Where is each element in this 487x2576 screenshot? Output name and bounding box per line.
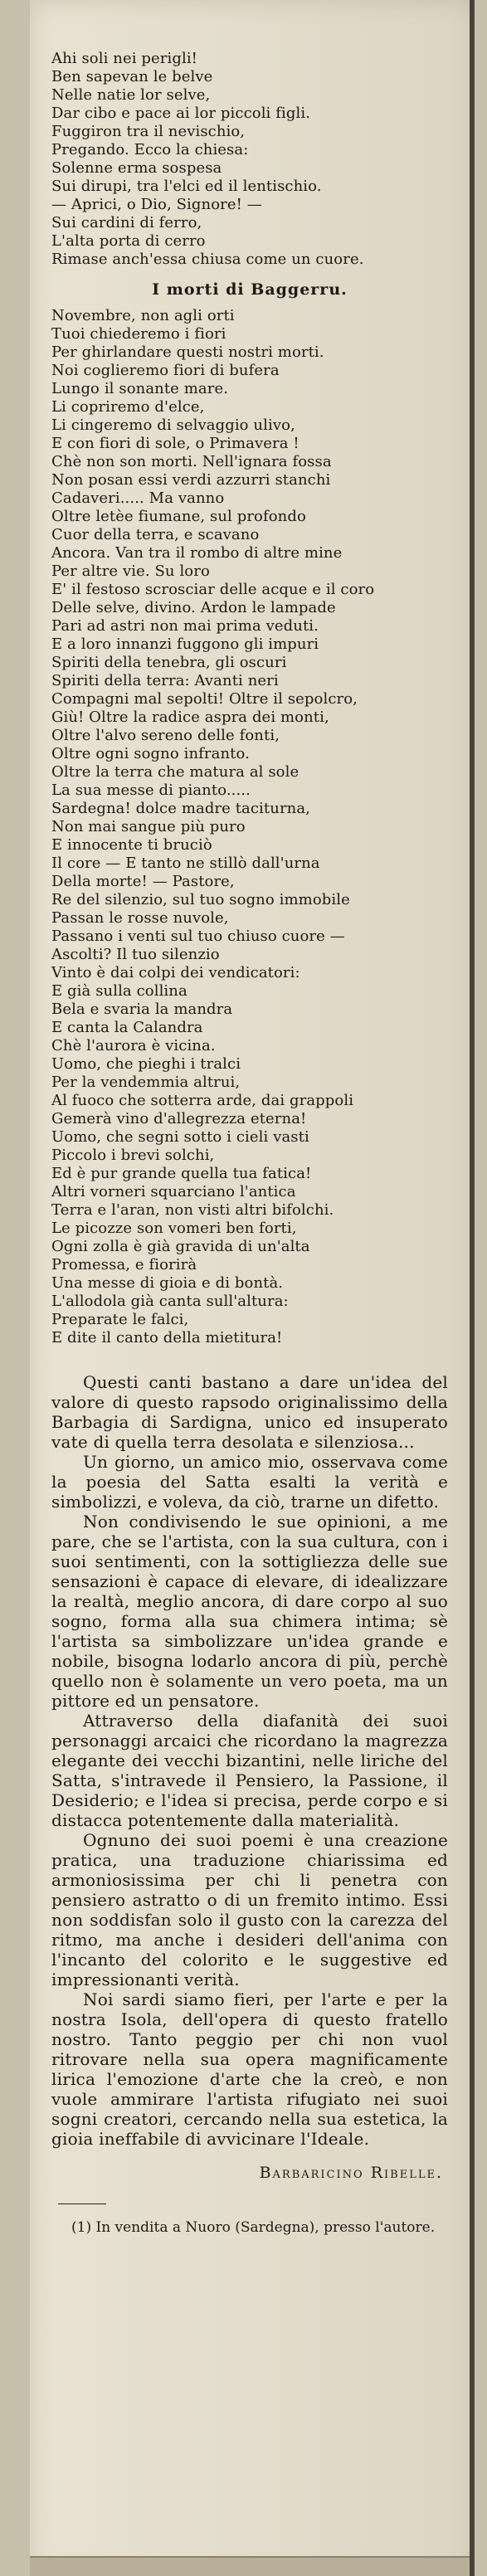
verse-line: L'allodola già canta sull'altura: xyxy=(51,1293,289,1310)
verse-line: Spiriti della terra: Avanti neri xyxy=(51,672,279,689)
verse-line: Della morte! — Pastore, xyxy=(51,873,235,890)
verse-line: E' il festoso scrosciar delle acque e il coro xyxy=(51,581,375,598)
verse-line: Piccolo i brevi solchi, xyxy=(51,1147,215,1164)
prose-paragraph: Noi sardi siamo fieri, per l'arte e per la nostra Isola, dell'opera di questo fratello nostro. Tanto peggio per chi non vuol ritrovare nella sua opera magnificamente lirica l'emozione d'arte che la creò, e non vuole ammirare l'artista rifugiato nei suoi sogni creatori, cercando nella sua estetica, la gioia ineffabile di avvicinare l'Ideale. xyxy=(51,1989,448,2149)
footnote: (1) In vendita a Nuoro (Sardegna), presso l'autore. xyxy=(71,2219,436,2236)
verse-line: Li copriremo d'elce, xyxy=(51,398,205,416)
section-title: I morti di Baggerru. xyxy=(152,280,348,299)
verse-line: Sui dirupi, tra l'elci ed il lentischio. xyxy=(51,178,322,195)
prose-commentary xyxy=(51,1372,448,2149)
author-signature: Barbaricino Ribelle. xyxy=(259,2164,443,2182)
verse-line: Noi coglieremo fiori di bufera xyxy=(51,362,280,379)
verse-line: E con fiori di sole, o Primavera ! xyxy=(51,435,300,452)
verse-line: La sua messe di pianto..... xyxy=(51,782,251,799)
verse-line: Tuoi chiederemo i fiori xyxy=(51,325,226,343)
verse-line: Preparate le falci, xyxy=(51,1311,189,1328)
verse-line: Ogni zolla è già gravida di un'alta xyxy=(51,1238,310,1255)
verse-line: — Aprici, o Dio, Signore! — xyxy=(51,196,262,213)
verse-line: Promessa, e fiorirà xyxy=(51,1256,197,1273)
prose-paragraph: Un giorno, un amico mio, osservava come la poesia del Satta esalti la verità e simbolizzi, e voleva, da ciò, trarne un difetto. xyxy=(51,1452,448,1512)
verse-line: Pari ad astri non mai prima veduti. xyxy=(51,617,319,635)
verse-line: Non posan essi verdi azzurri stanchi xyxy=(51,471,331,489)
verse-line: Per altre vie. Su loro xyxy=(51,562,210,580)
poem-opening-stanza xyxy=(51,50,448,269)
verse-line: Uomo, che pieghi i tralci xyxy=(51,1055,241,1073)
verse-line: Rimase anch'essa chiusa come un cuore. xyxy=(51,251,364,268)
verse-line: Le picozze son vomeri ben forti, xyxy=(51,1220,297,1237)
verse-line: Sui cardini di ferro, xyxy=(51,214,202,231)
verse-line: Novembre, non agli orti xyxy=(51,307,235,324)
verse-line: Per la vendemmia altrui, xyxy=(51,1074,241,1091)
verse-line: Ed è pur grande quella tua fatica! xyxy=(51,1165,312,1182)
verse-line: Per ghirlandare questi nostri morti. xyxy=(51,343,324,361)
verse-line: Giù! Oltre la radice aspra dei monti, xyxy=(51,709,329,726)
verse-line: Al fuoco che sotterra arde, dai grappoli xyxy=(51,1092,354,1109)
verse-line: Nelle natie lor selve, xyxy=(51,86,211,104)
verse-line: Re del silenzio, sul tuo sogno immobile xyxy=(51,891,350,908)
verse-line: E già sulla collina xyxy=(51,982,187,1000)
verse-line: Sardegna! dolce madre taciturna, xyxy=(51,800,310,817)
verse-line: L'alta porta di cerro xyxy=(51,232,206,250)
prose-paragraph: Questi canti bastano a dare un'idea del valore di questo rapsodo originalissimo della Barbagia di Sardigna, unico ed insuperato vate di quella terra desolata e silenziosa... xyxy=(51,1372,448,1452)
verse-line: Terra e l'aran, non visti altri bifolchi. xyxy=(51,1201,334,1219)
poem-morti-di-baggerru xyxy=(51,307,448,1347)
verse-line: Ahi soli nei perigli! xyxy=(51,50,198,67)
verse-line: Chè non son morti. Nell'ignara fossa xyxy=(51,453,332,470)
verse-line: E canta la Calandra xyxy=(51,1019,203,1036)
prose-paragraph: Attraverso della diafanità dei suoi personaggi arcaici che ricordano la magrezza elegante dei vecchi bizantini, nelle liriche del Satta, s'intravede il Pensiero, la Passione, il Desiderio; e l'idea si precisa, perde corpo e si distacca potentemente dalla materialità. xyxy=(51,1711,448,1830)
verse-line: E innocente ti bruciò xyxy=(51,836,212,854)
verse-line: Cadaveri..... Ma vanno xyxy=(51,489,225,507)
verse-line: Ben sapevan le belve xyxy=(51,68,213,85)
verse-line: Cuor della terra, e scavano xyxy=(51,526,260,543)
verse-line: Dar cibo e pace ai lor piccoli figli. xyxy=(51,105,311,122)
prose-paragraph: Ognuno dei suoi poemi è una creazione pratica, una traduzione chiarissima ed armoniosissima per chi li penetra con pensiero astratto o di un fremito intimo. Essi non soddisfan solo il gusto con la carezza del ritmo, ma anche i desideri dell'anima con l'incanto del colorito e le suggestive ed impressionanti verità. xyxy=(51,1830,448,1989)
verse-line: Vinto è dai colpi dei vendicatori: xyxy=(51,964,300,981)
footnote-divider xyxy=(58,2203,106,2204)
verse-line: E a loro innanzi fuggono gli impuri xyxy=(51,635,319,653)
verse-line: Una messe di gioia e di bontà. xyxy=(51,1274,284,1292)
verse-line: Oltre la terra che matura al sole xyxy=(51,763,300,781)
verse-line: Oltre ogni sogno infranto. xyxy=(51,745,250,762)
verse-line: Compagni mal sepolti! Oltre il sepolcro, xyxy=(51,690,358,708)
verse-line: Non mai sangue più puro xyxy=(51,818,246,835)
verse-line: Il core — E tanto ne stillò dall'urna xyxy=(51,855,320,872)
verse-line: Oltre letèe fiumane, sul profondo xyxy=(51,508,306,525)
verse-line: Passan le rosse nuvole, xyxy=(51,909,229,927)
newspaper-clipping xyxy=(30,0,475,2576)
verse-line: Bela e svaria la mandra xyxy=(51,1001,233,1018)
verse-line: Passano i venti sul tuo chiuso cuore — xyxy=(51,928,345,945)
prose-paragraph: Non condivisendo le sue opinioni, a me pare, che se l'artista, con la sua cultura, con i suoi sentimenti, con la sottigliezza delle sue sensazioni è capace di elevare, di idealizzare la realtà, meglio ancora, di dare corpo al suo sogno, forma alla sua chimera intima; sè l'artista sa simbolizzare un'idea grande e nobile, bisogna lodarlo ancora di più, perchè quello non è solamente un vero poeta, ma un pittore ed un pensatore. xyxy=(51,1512,448,1711)
article-body xyxy=(51,50,448,2237)
verse-line: Chè l'aurora è vicina. xyxy=(51,1037,216,1054)
verse-line: Li cingeremo di selvaggio ulivo, xyxy=(51,416,295,434)
verse-line: E dite il canto della mietitura! xyxy=(51,1329,283,1346)
verse-line: Fuggiron tra il nevischio, xyxy=(51,123,246,140)
verse-line: Ascolti? Il tuo silenzio xyxy=(51,946,220,963)
verse-line: Gemerà vino d'allegrezza eterna! xyxy=(51,1110,307,1127)
verse-line: Uomo, che segni sotto i cieli vasti xyxy=(51,1128,309,1146)
verse-line: Delle selve, divino. Ardon le lampade xyxy=(51,599,336,616)
verse-line: Oltre l'alvo sereno delle fonti, xyxy=(51,727,280,744)
verse-line: Solenne erma sospesa xyxy=(51,159,222,177)
clipping-bottom-edge xyxy=(30,2556,475,2576)
verse-line: Altri vorneri squarciano l'antica xyxy=(51,1183,296,1200)
verse-line: Pregando. Ecco la chiesa: xyxy=(51,141,249,158)
verse-line: Spiriti della tenebra, gli oscuri xyxy=(51,654,287,671)
verse-line: Lungo il sonante mare. xyxy=(51,380,229,397)
verse-line: Ancora. Van tra il rombo di altre mine xyxy=(51,544,343,562)
